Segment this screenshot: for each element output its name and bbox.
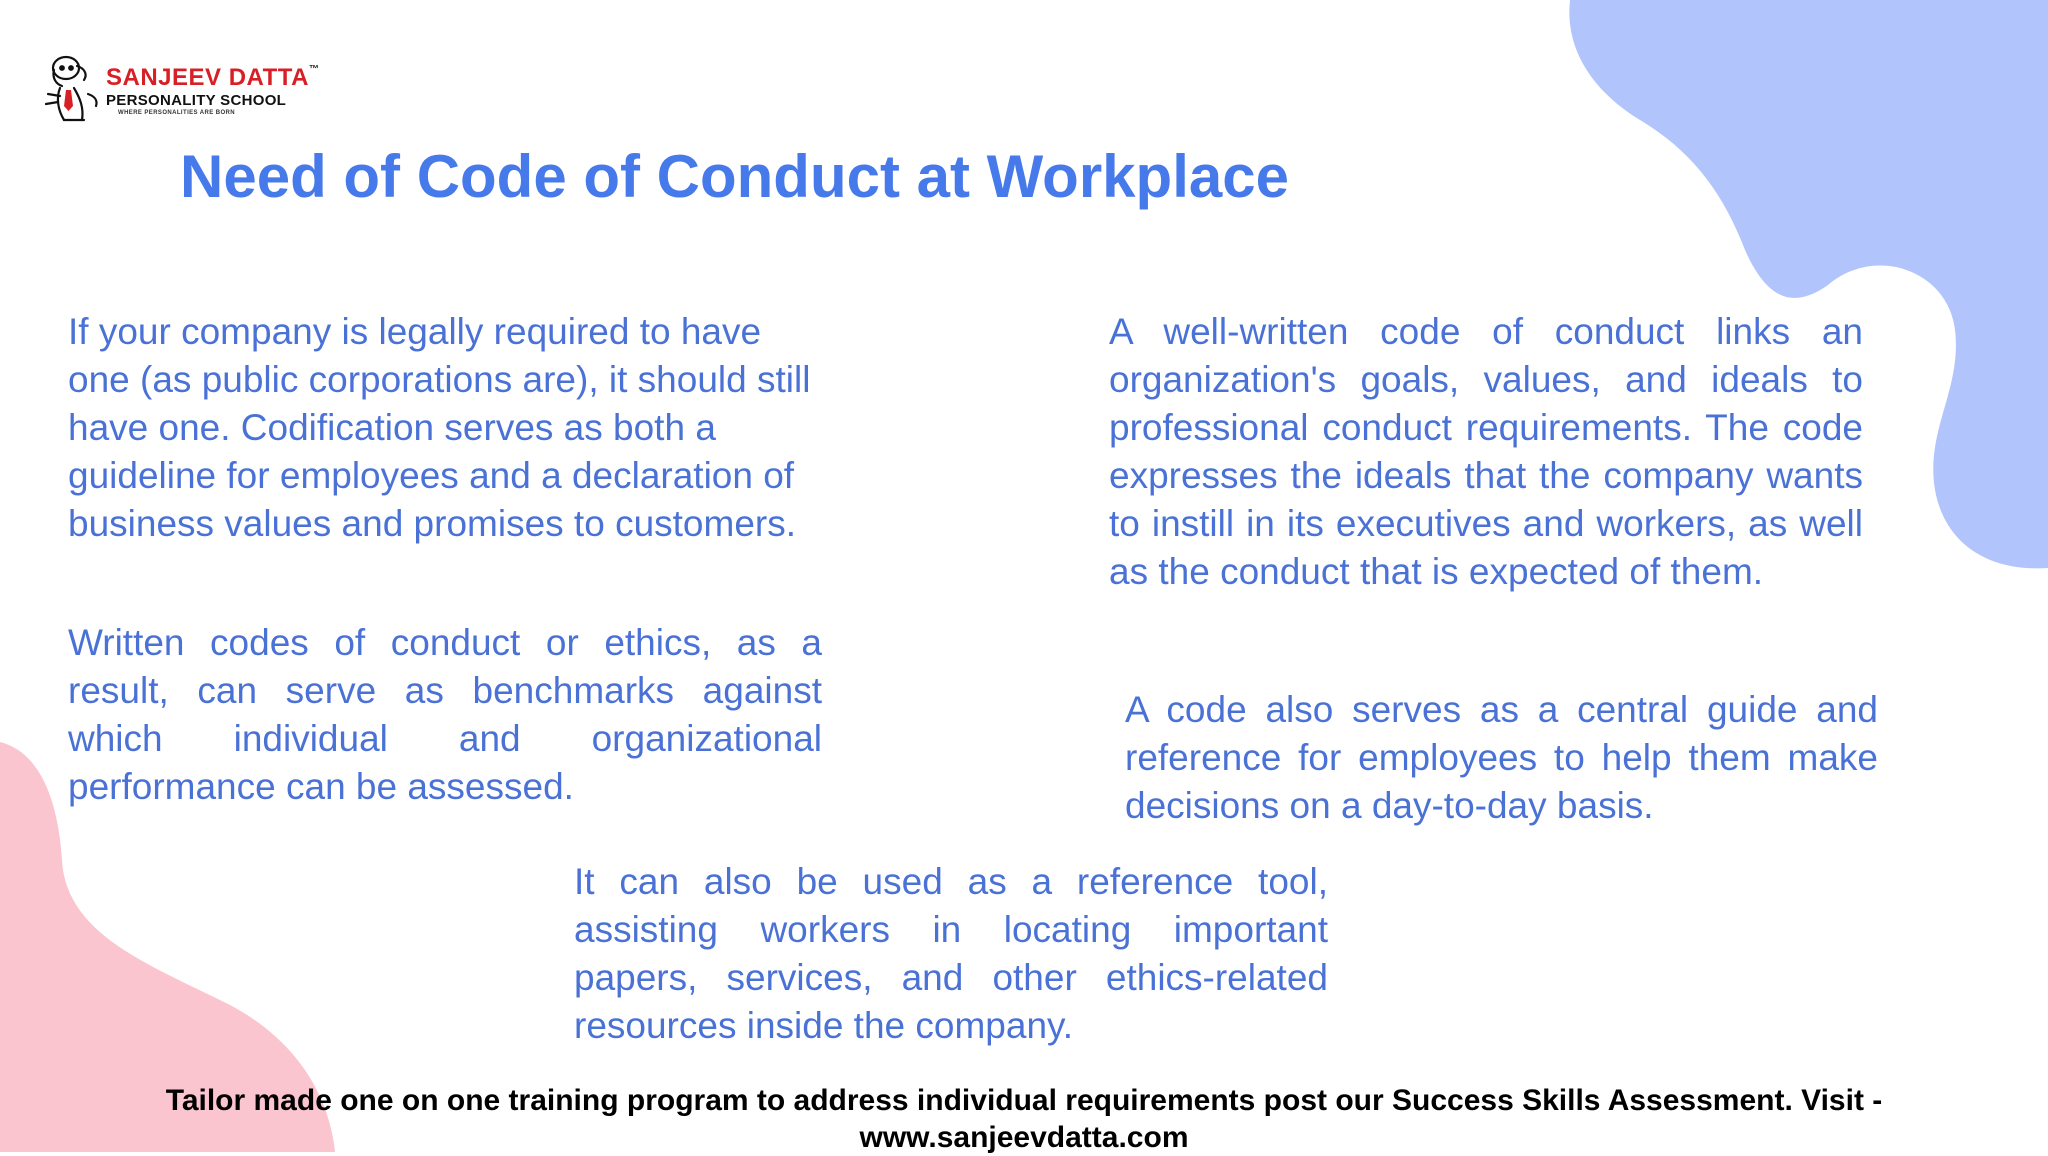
page-title: Need of Code of Conduct at Workplace (180, 143, 1289, 210)
paragraph-reference-tool: It can also be used as a reference tool, assisting workers in locating important papers, services, and other ethics-related resources inside the company. (574, 861, 1328, 1046)
paragraph-benchmarks: Written codes of conduct or ethics, as a result, can serve as benchmarks against which individual and organizational performance can be assessed. (68, 622, 822, 807)
school-logo (44, 52, 320, 128)
footer-website-link[interactable]: www.sanjeevdatta.com (859, 1121, 1189, 1154)
logo-name: SANJEEV DATTA™ (106, 64, 320, 91)
logo-subtitle: PERSONALITY SCHOOL (106, 92, 287, 109)
footer-banner (60, 1082, 1988, 1156)
logo-trademark: ™ (308, 64, 320, 75)
paragraph-links-goals: A well-written code of conduct links an organization's goals, values, and ideals to professional conduct requirements. The code expresses the ideals that the company wants to instill in its executives and workers, as well as the conduct that is expected of them. (1109, 311, 1863, 592)
mascot-icon (44, 54, 104, 124)
paragraph-central-guide: A code also serves as a central guide and reference for employees to help them make decisions on a day-to-day basis. (1125, 689, 1878, 826)
mascot-tie (64, 90, 73, 111)
logo-tagline: WHERE PERSONALITIES ARE BORN (118, 110, 235, 116)
footer-line-1: Tailor made one on one training program to address individual requirements post our Success Skills Assessment. Visit - (165, 1084, 1883, 1117)
paragraph-legal-requirement: If your company is legally required to have one (as public corporations are), it should still have one. Codification serves as both a guideline for employees and a declaration of business values and promises to customers. (68, 311, 811, 544)
